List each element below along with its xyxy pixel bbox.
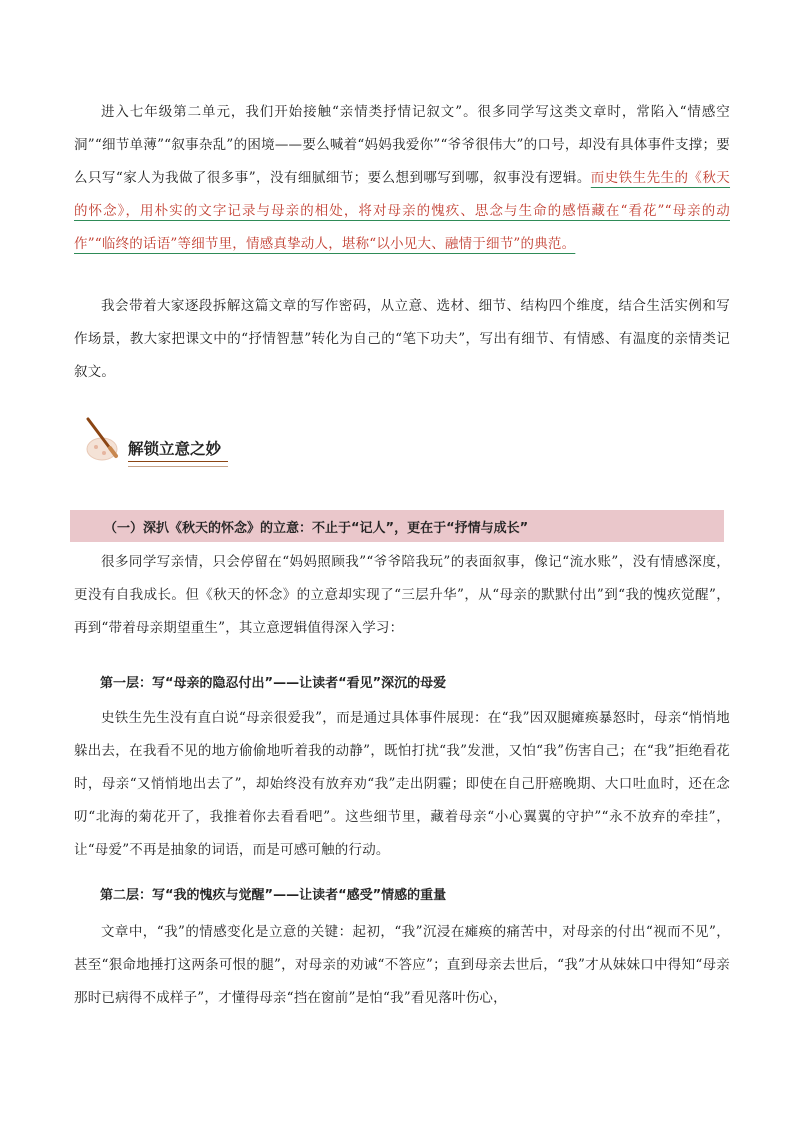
intro-text: 进入七年级第二单元，我们开始接触“亲情类抒情记叙文”。很多同学写这类文章时，常陷入“情感空洞”“细节单薄”“叙事杂乱”的困境——要么喊着“妈妈我爱你”“爷爷很伟大”的口号，却没有具体事件支撑；要么只写“家人为我做了很多事”，没有细腻细节；要么想到哪写到哪，叙事没有逻辑。 <box>74 104 730 186</box>
subsection-title: （一）深扒《秋天的怀念》的立意：不止于“记人”，更在于“抒情与成长” <box>104 521 529 536</box>
highlighted-summary: 而史铁生先生的《秋天的怀念》，用朴实的文字记录与母亲的相处，将对母亲的愧疚、思念与生命的感悟藏在“看花”“母亲的动作”“临终的话语”等细节里，情感真挚动人，堪称“以小见大、融情于细节”的典范。 <box>74 170 731 252</box>
section-title: 解锁立意之妙 <box>128 440 222 458</box>
section-heading <box>82 415 242 475</box>
title-underline <box>128 461 228 462</box>
intro-paragraph-1 <box>74 96 730 261</box>
layer-2-heading: 第二层：写“我的愧疚与觉醒”——让读者“感受”情感的重量 <box>100 888 447 903</box>
body-paragraph-3: 文章中，“我”的情感变化是立意的关键：起初，“我”沉浸在瘫痪的痛苦中，对母亲的付出“视而不见”，甚至“狠命地捶打这两条可恨的腿”，对母亲的劝诫“不答应”；直到母亲去世后，“我”才从妹妹口中得知“母亲那时已病得不成样子”，才懂得母亲“挡在窗前”是怕“我”看见落叶伤心， <box>74 924 730 1006</box>
body-paragraph-1: 很多同学写亲情，只会停留在“妈妈照顾我”“爷爷陪我玩”的表面叙事，像记“流水账”，没有情感深度，更没有自我成长。但《秋天的怀念》的立意却实现了“三层升华”，从“母亲的默默付出”到“我的愧疚觉醒”，再到“带着母亲期望重生”，其立意逻辑值得深入学习： <box>74 554 730 636</box>
paintbrush-palette-icon <box>82 415 128 467</box>
subsection-banner <box>70 510 724 542</box>
body-paragraph-2: 史铁生先生没有直白说“母亲很爱我”，而是通过具体事件展现：在“我”因双腿瘫痪暴怒时，母亲“悄悄地躲出去，在我看不见的地方偷偷地听着我的动静”，既怕打扰“我”发泄，又怕“我”伤害自己；在“我”拒绝看花时，母亲“又悄悄地出去了”，却始终没有放弃劝“我”走出阴霾；即使在自己肝癌晚期、大口吐血时，还在念叨“北海的菊花开了，我推着你去看看吧”。这些细节里，藏着母亲“小心翼翼的守护”“永不放弃的牵挂”，让“母爱”不再是抽象的词语，而是可感可触的行动。 <box>74 710 730 858</box>
title-underline-secondary <box>128 466 228 467</box>
layer-1-heading: 第一层：写“母亲的隐忍付出”——让读者“看见”深沉的母爱 <box>100 676 447 691</box>
intro-paragraph-2: 我会带着大家逐段拆解这篇文章的写作密码，从立意、选材、细节、结构四个维度，结合生活实例和写作场景，教大家把课文中的“抒情智慧”转化为自己的“笔下功夫”，写出有细节、有情感、有温度的亲情类记叙文。 <box>74 298 730 380</box>
